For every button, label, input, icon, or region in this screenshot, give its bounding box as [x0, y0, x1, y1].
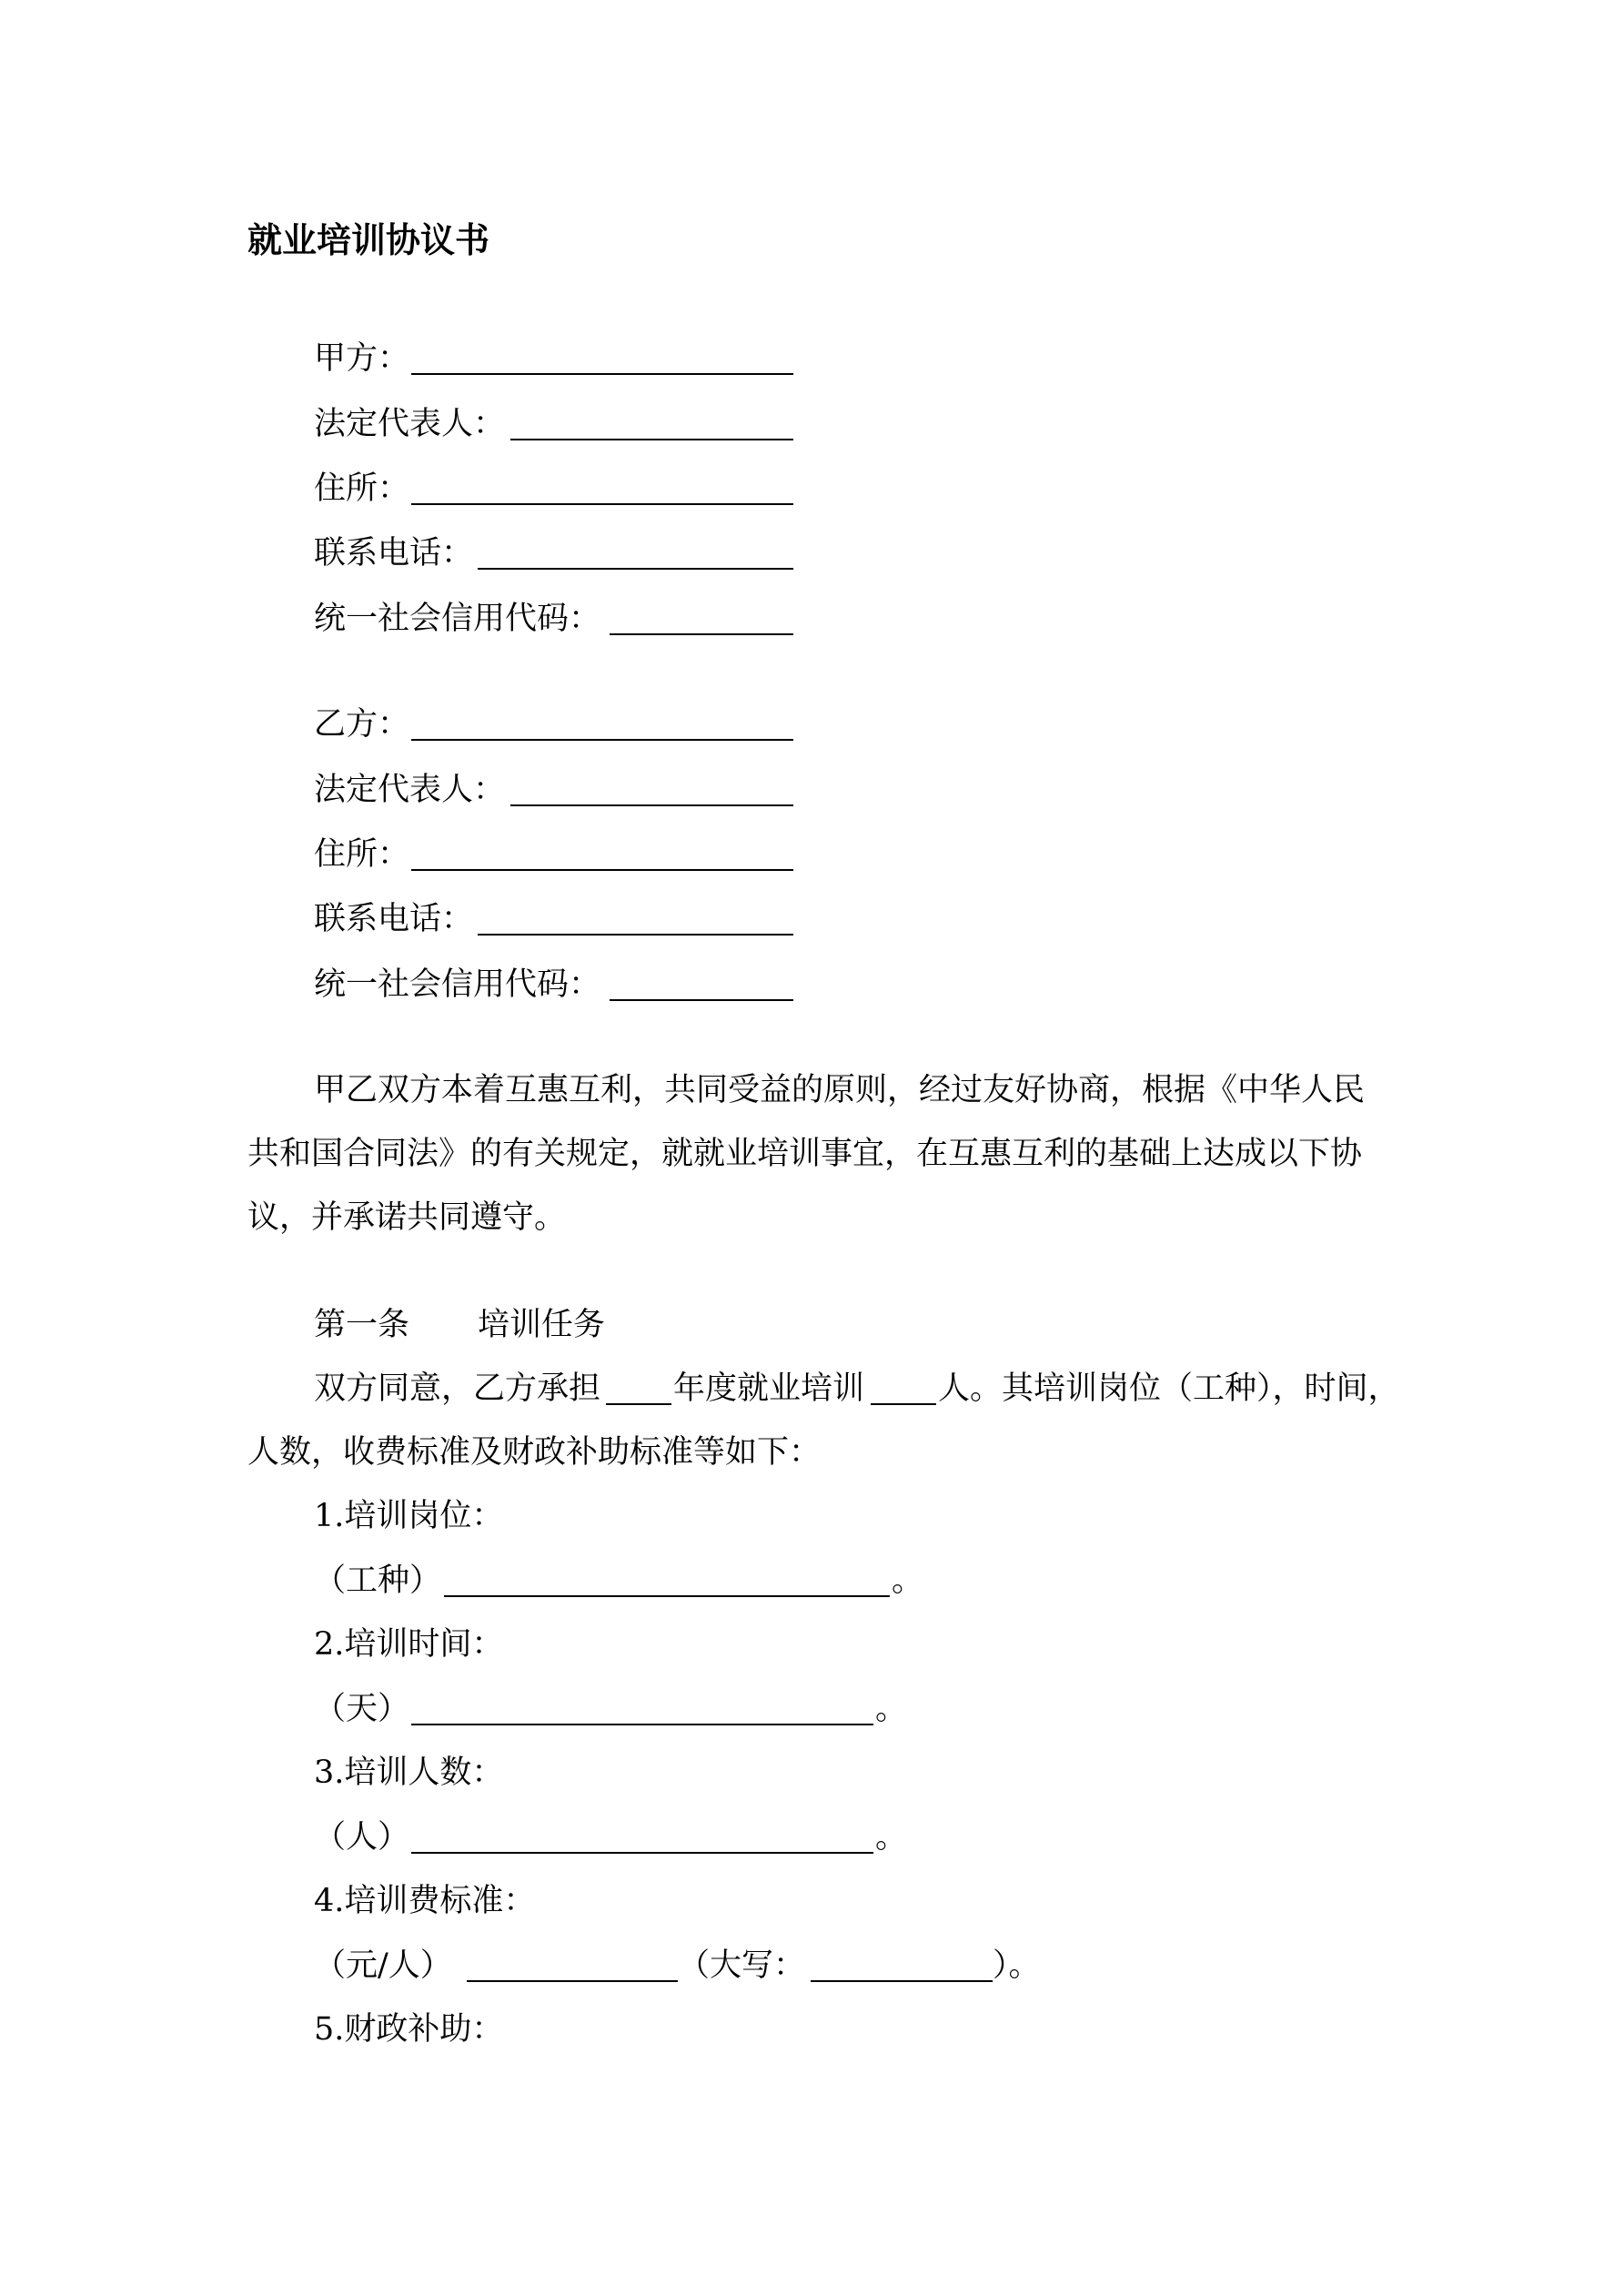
party-b-credit-code-row	[314, 959, 600, 1010]
party-a-rep-label: 法定代表人：	[314, 406, 506, 442]
party-a-rep-field[interactable]	[510, 399, 793, 450]
party-b-rep-field[interactable]	[510, 764, 793, 815]
item-4-label: 4.培训费标准：	[314, 1883, 536, 1919]
article-1-number: 第一条	[314, 1307, 410, 1343]
party-b-phone-label: 联系电话：	[314, 901, 474, 937]
party-b-credit-code-field[interactable]	[610, 959, 793, 1010]
item-1-unit: （工种）	[314, 1563, 442, 1599]
party-a-credit-code-row	[314, 593, 600, 644]
fee-unit: （元/人）	[314, 1947, 452, 1984]
item-3-end: 。	[875, 1819, 908, 1856]
party-a-credit-code-label: 统一社会信用代码：	[314, 601, 601, 637]
item-3-label: 3.培训人数：	[314, 1755, 504, 1791]
party-b-rep-label: 法定代表人：	[314, 772, 506, 808]
party-b-name-label: 乙方：	[314, 706, 410, 743]
trainee-count-field[interactable]	[411, 1812, 873, 1863]
item-1-end: 。	[892, 1563, 924, 1599]
party-b-address-field[interactable]	[411, 829, 793, 880]
item-2-label: 2.培训时间：	[314, 1626, 504, 1663]
party-a-credit-code-field[interactable]	[610, 593, 793, 644]
party-b-rep-row	[314, 764, 505, 815]
party-a-phone-label: 联系电话：	[314, 535, 474, 571]
party-b-name-field[interactable]	[411, 699, 793, 750]
party-a-phone-row	[314, 528, 473, 579]
party-b-address-row	[314, 829, 409, 880]
training-year-field[interactable]	[606, 1363, 671, 1414]
party-b-phone-row	[314, 894, 473, 945]
party-a-address-label: 住所：	[314, 470, 410, 507]
party-a-phone-field[interactable]	[478, 528, 793, 579]
intro-paragraph	[247, 1058, 1394, 1249]
party-b-phone-field[interactable]	[478, 894, 793, 945]
article-1-body-part-3: 人。其培训岗位（工种），时间，	[938, 1371, 1400, 1407]
fee-end: ）。	[993, 1947, 1041, 1984]
party-b-credit-code-label: 统一社会信用代码：	[314, 966, 601, 1003]
training-fee-field[interactable]	[467, 1940, 678, 1991]
article-1-heading	[314, 1300, 606, 1350]
item-3-unit: （人）	[314, 1819, 410, 1856]
training-days-field[interactable]	[411, 1684, 873, 1735]
party-a-name-label: 甲方：	[314, 340, 410, 377]
intro-line-1: 甲乙双方本着互惠互利，共同受益的原则，经过友好协商，根据《中华人民	[314, 1072, 1366, 1108]
item-2-end: 。	[875, 1691, 908, 1727]
party-a-address-row	[314, 463, 409, 514]
article-1-body-part-2: 年度就业培训	[673, 1371, 865, 1407]
item-1-label: 1.培训岗位：	[314, 1498, 504, 1534]
article-1-body-part-1: 双方同意，乙方承担	[314, 1371, 601, 1407]
article-1-title: 培训任务	[478, 1307, 606, 1343]
training-count-field[interactable]	[871, 1363, 936, 1414]
item-5-label: 5.财政补助：	[314, 2011, 504, 2048]
article-1-body-line-2: 人数，收费标准及财政补助标准等如下：	[247, 1434, 822, 1471]
party-b-address-label: 住所：	[314, 836, 410, 873]
item-2-unit: （天）	[314, 1691, 410, 1727]
party-a-rep-row	[314, 399, 505, 450]
party-a-name-row	[314, 333, 409, 384]
training-position-field[interactable]	[444, 1555, 890, 1606]
intro-line-2: 共和国合同法》的有关规定，就就业培训事宜，在互惠互利的基础上达成以下协	[247, 1136, 1363, 1172]
fee-caps-prefix: （大写：	[678, 1947, 806, 1984]
party-a-name-field[interactable]	[411, 333, 793, 384]
training-fee-caps-field[interactable]	[811, 1940, 993, 1991]
party-a-address-field[interactable]	[411, 463, 793, 514]
document-title: 就业培训协议书	[247, 219, 490, 260]
intro-line-3: 议，并承诺共同遵守。	[247, 1199, 567, 1236]
party-b-name-row	[314, 699, 409, 750]
